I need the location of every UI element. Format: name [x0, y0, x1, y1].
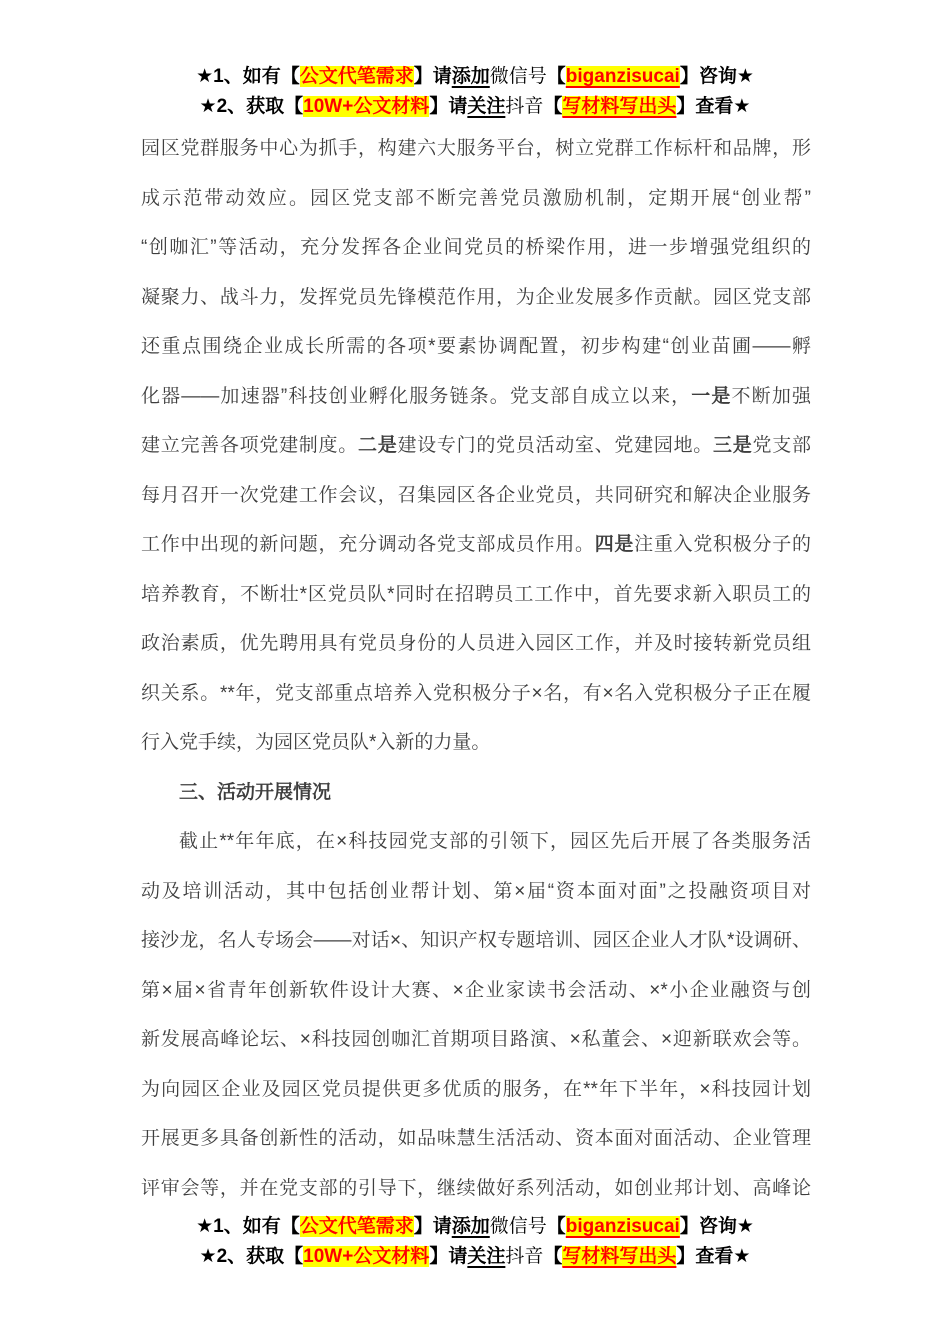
text-segment: “创咖汇”等活动，充分发挥各企业间党员的桥梁作用，进一步增强党组织的 [141, 237, 811, 258]
text-segment: 】查看★ [676, 1246, 751, 1267]
text-segment: 抖音 [505, 96, 544, 117]
highlighted-text: 写材料写出头 [562, 1246, 677, 1267]
promo-line [0, 1242, 950, 1272]
text-segment: 凝聚力、战斗力，发挥党员先锋模范作用，为企业发展多作贡献。园区党支部 [141, 286, 811, 308]
text-line [141, 471, 811, 521]
underlined-text: 关注 [467, 1246, 506, 1267]
text-segment: 微信号 [489, 66, 547, 87]
text-segment: 】请 [413, 1216, 452, 1237]
text-segment: 为向园区企业及园区党员提供更多优质的服务，在**年下半年，×科技园计划 [141, 1078, 811, 1100]
text-segment: 一是 [691, 385, 732, 407]
text-line [141, 817, 811, 867]
text-segment: 】查看★ [676, 96, 751, 117]
text-segment: ★1、如有【 [196, 66, 300, 87]
text-line [141, 718, 811, 768]
paragraph-activities [141, 817, 811, 1213]
text-segment: 工作中出现的新问题，充分调动各党支部成员作用。 [141, 534, 595, 555]
text-segment: 每月召开一次党建工作会议，召集园区各企业党员，共同研究和解决企业服务 [141, 484, 811, 506]
text-segment: 截止**年年底，在×科技园党支部的引领下，园区先后开展了各类服务活 [179, 831, 811, 852]
text-segment: 抖音 [505, 1246, 544, 1267]
text-segment: 【 [546, 1216, 566, 1237]
text-segment: 二是 [357, 435, 398, 456]
text-segment: 党支部 [752, 435, 811, 456]
promo-banner-bottom [0, 1212, 950, 1272]
highlighted-text: 10W+公文材料 [303, 1246, 430, 1267]
underlined-text: 添加 [451, 1216, 490, 1237]
highlighted-text: 10W+公文材料 [303, 96, 430, 117]
text-segment: 四是 [594, 534, 635, 555]
text-segment: 【 [543, 96, 563, 117]
section-heading-activities [141, 768, 811, 818]
text-line [141, 1114, 811, 1164]
text-line [141, 619, 811, 669]
text-line [141, 570, 811, 620]
text-line [141, 1015, 811, 1065]
text-line [141, 966, 811, 1016]
promo-banner-top [0, 62, 950, 122]
highlighted-text: biganzisucai [565, 66, 680, 87]
text-segment: 】咨询★ [679, 1216, 754, 1237]
highlighted-text: 公文代笔需求 [299, 1216, 414, 1237]
text-segment: 新发展高峰论坛、×科技园创咖汇首期项目路演、×私董会、×迎新联欢会等。 [141, 1029, 811, 1050]
text-segment: ★1、如有【 [196, 1216, 300, 1237]
text-segment: 【 [543, 1246, 563, 1267]
text-segment: 建立完善各项党建制度。 [141, 435, 358, 456]
text-line [141, 669, 811, 719]
text-segment: 】请 [413, 66, 452, 87]
highlighted-text: 写材料写出头 [562, 96, 677, 117]
highlighted-text: 公文代笔需求 [299, 66, 414, 87]
text-segment: 微信号 [489, 1216, 547, 1237]
text-segment: 动及培训活动，其中包括创业帮计划、第×届“资本面对面”之投融资项目对 [141, 880, 811, 902]
text-segment: 成示范带动效应。园区党支部不断完善党员激励机制，定期开展“创业帮” [141, 187, 811, 209]
promo-line [0, 92, 950, 122]
text-segment: 注重入党积极分子的 [634, 534, 811, 555]
text-segment: 织关系。**年，党支部重点培养入党积极分子×名，有×名入党积极分子正在履 [141, 682, 811, 704]
text-line [141, 124, 811, 174]
text-segment: 行入党手续，为园区党员队*入新的力量。 [141, 732, 491, 753]
text-segment: ★2、获取【 [199, 96, 304, 117]
text-line [141, 174, 811, 224]
text-line [141, 421, 811, 471]
section-heading-line [141, 768, 811, 818]
text-segment: 】请 [429, 1246, 468, 1267]
paragraph-party-building [141, 124, 811, 768]
text-line [141, 520, 811, 570]
highlighted-text: biganzisucai [565, 1216, 680, 1237]
text-segment: 还重点围绕企业成长所需的各项*要素协调配置，初步构建“创业苗圃——孵 [141, 336, 811, 357]
text-segment: 【 [546, 66, 566, 87]
promo-line [0, 1212, 950, 1242]
text-segment: ★2、获取【 [199, 1246, 304, 1267]
text-segment: 不断加强 [731, 385, 811, 407]
text-segment: 三、活动开展情况 [179, 781, 332, 803]
text-segment: 三是 [713, 435, 753, 456]
text-segment: 化器——加速器”科技创业孵化服务链条。党支部自成立以来， [141, 385, 692, 407]
text-line [141, 867, 811, 917]
text-segment: 园区党群服务中心为抓手，构建六大服务平台，树立党群工作标杆和品牌，形 [141, 138, 811, 159]
text-line [141, 322, 811, 372]
text-segment: 评审会等，并在党支部的引导下，继续做好系列活动，如创业邦计划、高峰论 [141, 1177, 811, 1199]
text-line [141, 273, 811, 323]
text-segment: 第×届×省青年创新软件设计大赛、×企业家读书会活动、×*小企业融资与创 [141, 979, 811, 1001]
text-segment: 】咨询★ [679, 66, 754, 87]
text-segment: 开展更多具备创新性的活动，如品味慧生活活动、资本面对面活动、企业管理 [141, 1128, 811, 1149]
text-line [141, 916, 811, 966]
promo-line [0, 62, 950, 92]
text-segment: 】请 [429, 96, 468, 117]
text-segment: 建设专门的党员活动室、党建园地。 [397, 435, 714, 456]
text-segment: 接沙龙，名人专场会——对话×、知识产权专题培训、园区企业人才队*设调研、 [141, 930, 811, 951]
text-segment: 培养教育，不断壮*区党员队*同时在招聘员工工作中，首先要求新入职员工的 [141, 583, 811, 605]
document-body [141, 124, 811, 1213]
text-line [141, 1164, 811, 1214]
underlined-text: 关注 [467, 96, 506, 117]
text-line [141, 1065, 811, 1115]
text-line [141, 223, 811, 273]
underlined-text: 添加 [451, 66, 490, 87]
text-segment: 政治素质，优先聘用具有党员身份的人员进入园区工作，并及时接转新党员组 [141, 633, 811, 654]
text-line [141, 372, 811, 422]
